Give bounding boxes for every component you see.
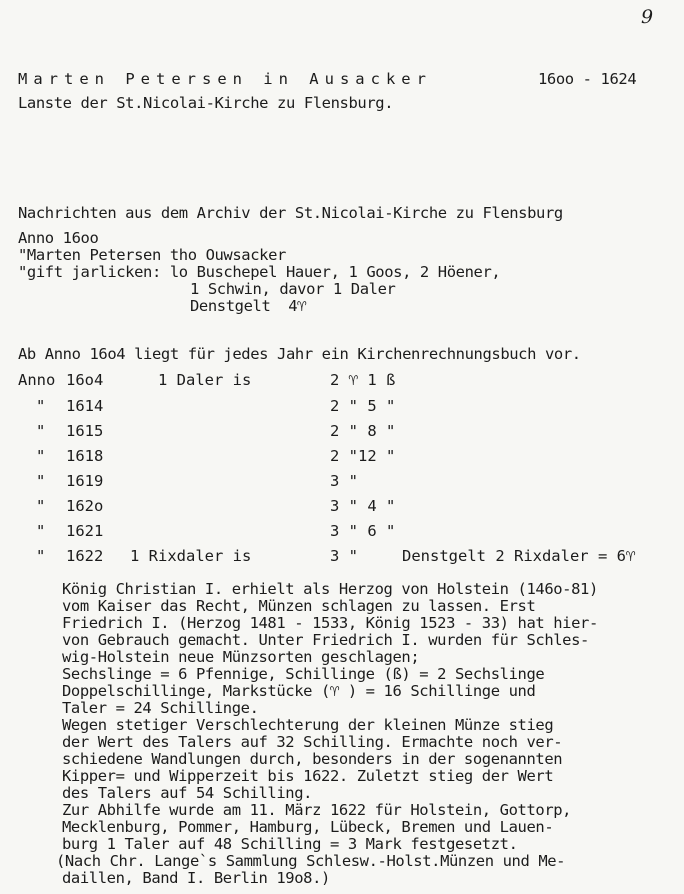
row-year: 1619 [66,472,104,490]
title-years: 16oo - 1624 [538,70,637,88]
body-line: burg 1 Taler auf 48 Schilling = 3 Mark festgesetzt. [62,835,518,853]
row-value: 2 ♈ 1 ß [330,371,396,389]
row-unit: 1 Rixdaler is [130,547,252,565]
body-line: wig-Holstein neue Münzsorten geschlagen; [62,648,420,666]
archive-anno: Anno 16oo [18,229,99,247]
row-col1: " [36,447,46,465]
archive-heading: Nachrichten aus dem Archiv der St.Nicolai-Kirche zu Flensburg [18,204,563,222]
row-col1: " [36,497,46,515]
body-line: von Gebrauch gemacht. Unter Friedrich I. wurden für Schles- [62,631,589,649]
row-col1: Anno [18,371,56,389]
body-line: Taler = 24 Schillinge. [62,699,259,717]
row-value: 3 " 4 " [330,497,396,515]
row-value: 2 " 5 " [330,397,396,415]
title-subtitle: Lanste der St.Nicolai-Kirche zu Flensburg. [18,94,394,112]
row-year: 1622 [66,547,104,565]
row-col1: " [36,422,46,440]
body-line: daillen, Band I. Berlin 19o8.) [62,869,330,887]
row-value: 2 "12 " [330,447,396,465]
row-col1: " [36,472,46,490]
archive-quote-1: "Marten Petersen tho Ouwsacker [18,246,286,264]
body-line: Sechslinge = 6 Pfennige, Schillinge (ß) = 2 Sechslinge [62,665,545,683]
row-year: 16o4 [66,371,104,389]
body-line: (Nach Chr. Lange`s Sammlung Schlesw.-Holst.Münzen und Me- [56,852,566,870]
row-value: 3 " [330,547,358,565]
body-line: Friedrich I. (Herzog 1481 - 1533, König 1523 - 33) hat hier- [62,614,598,632]
intro-line: Ab Anno 16o4 liegt für jedes Jahr ein Kirchenrechnungsbuch vor. [18,345,581,363]
body-line: der Wert des Talers auf 32 Schilling. Ermachte noch ver- [62,733,563,751]
archive-quote-2: "gift jarlicken: lo Buschepel Hauer, 1 Goos, 2 Höener, [18,263,501,281]
row-year: 1614 [66,397,104,415]
body-line: schiedene Wandlungen durch, besonders in der sogenannten [62,750,563,768]
row-year: 1621 [66,522,104,540]
row-year: 1618 [66,447,104,465]
row-value: 3 " 6 " [330,522,396,540]
row-year: 162o [66,497,104,515]
body-line: des Talers auf 54 Schilling. [62,784,313,802]
row-value: 2 " 8 " [330,422,396,440]
page-number: 9 [641,6,654,28]
row-extra: Denstgelt 2 Rixdaler = 6♈ [402,547,636,565]
title-name-line: Marten Petersen in Ausacker [18,70,432,88]
body-line: König Christian I. erhielt als Herzog von Holstein (146o-81) [62,580,598,598]
row-value: 3 " [330,472,358,490]
row-year: 1615 [66,422,104,440]
row-unit: 1 Daler is [158,371,252,389]
body-line: vom Kaiser das Recht, Münzen schlagen zu lassen. Erst [62,597,536,615]
body-line: Zur Abhilfe wurde am 11. März 1622 für Holstein, Gottorp, [62,801,572,819]
body-line: Kipper= und Wipperzeit bis 1622. Zuletzt stieg der Wert [62,767,554,785]
body-line: Doppelschillinge, Markstücke (♈ ) = 16 Schillinge und [62,682,536,700]
row-col1: " [36,397,46,415]
row-col1: " [36,522,46,540]
archive-quote-3: 1 Schwin, davor 1 Daler [190,280,396,298]
body-line: Wegen stetiger Verschlechterung der kleinen Münze stieg [62,716,554,734]
body-line: Mecklenburg, Pommer, Hamburg, Lübeck, Bremen und Lauen- [62,818,554,836]
archive-quote-4: Denstgelt 4♈ [190,297,307,315]
row-col1: " [36,547,46,565]
